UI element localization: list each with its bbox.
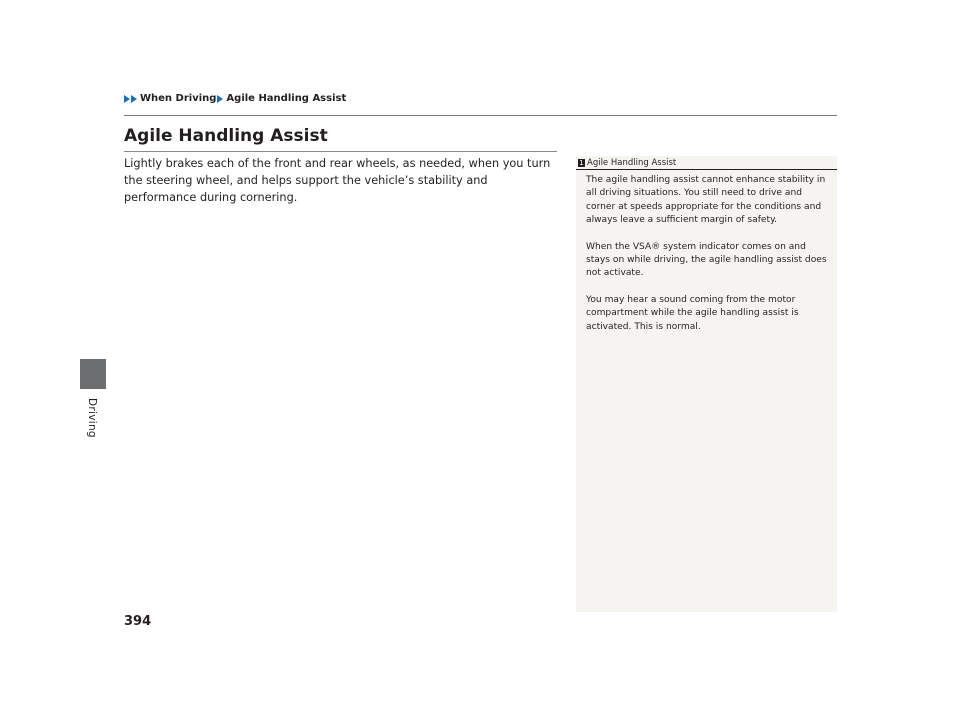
note-paragraph: When the VSA® system indicator comes on and stays on while driving, the agile handling assist does not activate. [586, 241, 827, 279]
note-number-icon: 1 [579, 158, 584, 167]
note-paragraph: The agile handling assist cannot enhance stability in all driving situations. You still need to drive and corner at speeds appropriate for the conditions and always leave a sufficient margin of safety. [586, 175, 826, 226]
breadcrumb-arrow-icon [217, 95, 223, 103]
note-sidebar-body [576, 170, 837, 334]
breadcrumb [124, 93, 346, 104]
breadcrumb-arrow-icon [124, 95, 130, 103]
section-tab-marker [80, 359, 106, 389]
note-sidebar [576, 156, 837, 612]
title-divider [124, 151, 557, 152]
breadcrumb-arrow-icon [131, 95, 137, 103]
body-paragraph: Lightly brakes each of the front and rear wheels, as needed, when you turn the steering wheel, and helps support the vehicle’s stability and performance during cornering. [124, 157, 551, 204]
section-tab-label: Driving [86, 398, 98, 438]
header-divider [124, 115, 837, 116]
note-sidebar-header [576, 156, 837, 170]
note-sidebar-title: Agile Handling Assist [587, 157, 677, 168]
page-title: Agile Handling Assist [124, 126, 328, 146]
note-paragraph: You may hear a sound coming from the motor compartment while the agile handling assist is activated. This is normal. [586, 294, 799, 332]
page-number: 394 [124, 614, 152, 629]
breadcrumb-item-when-driving[interactable]: When Driving [140, 93, 217, 104]
breadcrumb-item-agile-handling-assist[interactable]: Agile Handling Assist [226, 93, 347, 104]
